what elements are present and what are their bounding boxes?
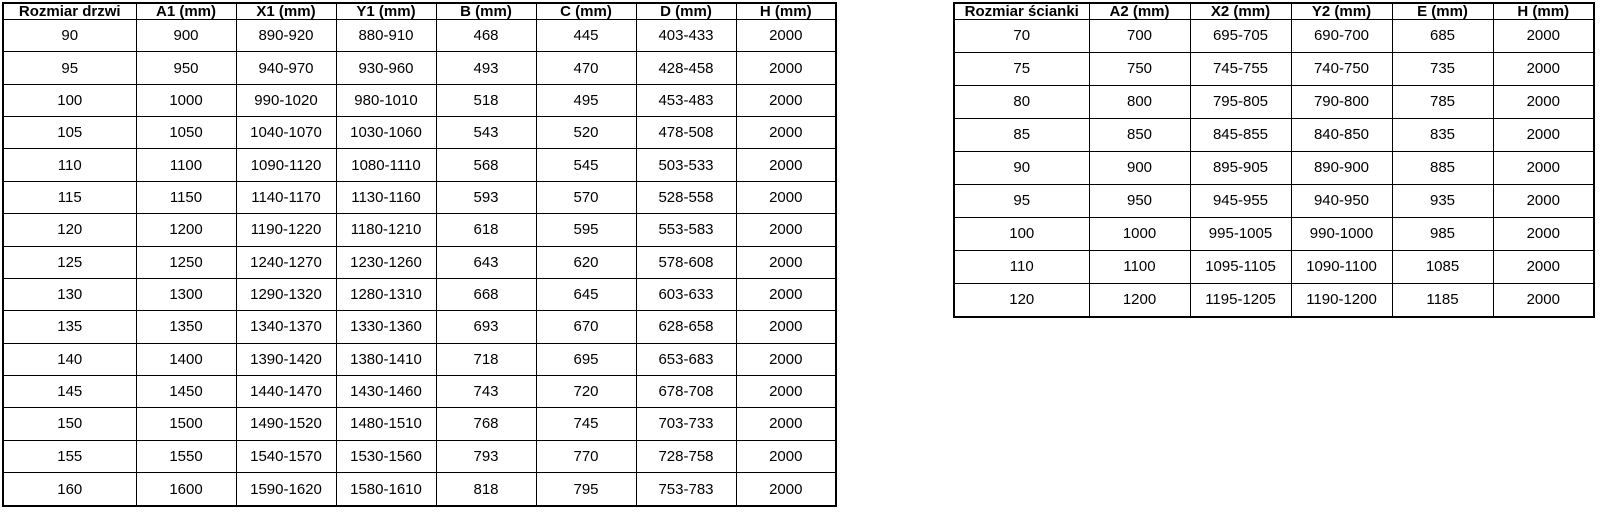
- table-cell: 768: [436, 408, 536, 440]
- table-cell: 693: [436, 311, 536, 343]
- table-row: [3, 375, 836, 407]
- table-cell: 2000: [736, 246, 836, 278]
- wall-panel-size-table-header-row: [954, 3, 1594, 20]
- table-row: [3, 473, 836, 506]
- table-cell: 155: [3, 440, 136, 472]
- table-cell: 2000: [736, 52, 836, 84]
- table-cell: 850: [1089, 118, 1190, 151]
- table-cell: 1195-1205: [1190, 283, 1291, 317]
- table-cell: 895-905: [1190, 151, 1291, 184]
- table-cell: 110: [3, 149, 136, 181]
- table-cell: 743: [436, 375, 536, 407]
- table-cell: 468: [436, 20, 536, 52]
- table-cell: 125: [3, 246, 136, 278]
- table-cell: 1340-1370: [236, 311, 336, 343]
- table-cell: 745-755: [1190, 52, 1291, 85]
- table-cell: 1090-1100: [1291, 250, 1392, 283]
- table-cell: 1290-1320: [236, 278, 336, 310]
- door-size-table: [2, 2, 837, 507]
- header-cell: H (mm): [1493, 3, 1594, 20]
- table-cell: 900: [136, 20, 236, 52]
- table-cell: 1085: [1392, 250, 1493, 283]
- table-cell: 695-705: [1190, 20, 1291, 53]
- table-cell: 1390-1420: [236, 343, 336, 375]
- table-cell: 1000: [1089, 217, 1190, 250]
- table-cell: 2000: [1493, 184, 1594, 217]
- table-row: [954, 184, 1594, 217]
- table-cell: 1130-1160: [336, 181, 436, 213]
- table-cell: 1550: [136, 440, 236, 472]
- table-cell: 150: [3, 408, 136, 440]
- table-cell: 2000: [736, 440, 836, 472]
- table-cell: 985: [1392, 217, 1493, 250]
- header-cell: D (mm): [636, 3, 736, 20]
- table-cell: 520: [536, 117, 636, 149]
- table-cell: 80: [954, 85, 1089, 118]
- table-cell: 543: [436, 117, 536, 149]
- table-cell: 1330-1360: [336, 311, 436, 343]
- table-cell: 2000: [736, 408, 836, 440]
- table-cell: 135: [3, 311, 136, 343]
- table-cell: 1140-1170: [236, 181, 336, 213]
- table-cell: 2000: [736, 117, 836, 149]
- table-cell: 940-950: [1291, 184, 1392, 217]
- table-cell: 1100: [1089, 250, 1190, 283]
- table-cell: 493: [436, 52, 536, 84]
- table-cell: 728-758: [636, 440, 736, 472]
- table-cell: 653-683: [636, 343, 736, 375]
- table-cell: 2000: [1493, 118, 1594, 151]
- table-cell: 110: [954, 250, 1089, 283]
- table-cell: 995-1005: [1190, 217, 1291, 250]
- table-cell: 428-458: [636, 52, 736, 84]
- table-cell: 1440-1470: [236, 375, 336, 407]
- table-cell: 2000: [736, 214, 836, 246]
- table-cell: 1080-1110: [336, 149, 436, 181]
- door-size-table-head: [3, 3, 836, 20]
- table-cell: 85: [954, 118, 1089, 151]
- table-row: [954, 217, 1594, 250]
- table-cell: 703-733: [636, 408, 736, 440]
- table-cell: 100: [3, 84, 136, 116]
- table-cell: 645: [536, 278, 636, 310]
- table-row: [954, 52, 1594, 85]
- table-cell: 553-583: [636, 214, 736, 246]
- table-cell: 105: [3, 117, 136, 149]
- table-cell: 120: [3, 214, 136, 246]
- table-cell: 950: [1089, 184, 1190, 217]
- table-cell: 568: [436, 149, 536, 181]
- wall-panel-size-table-body: [954, 20, 1594, 318]
- table-cell: 115: [3, 181, 136, 213]
- table-cell: 470: [536, 52, 636, 84]
- table-cell: 643: [436, 246, 536, 278]
- table-cell: 518: [436, 84, 536, 116]
- header-cell: X1 (mm): [236, 3, 336, 20]
- table-cell: 160: [3, 473, 136, 506]
- table-cell: 750: [1089, 52, 1190, 85]
- table-cell: 670: [536, 311, 636, 343]
- table-cell: 445: [536, 20, 636, 52]
- table-cell: 1200: [1089, 283, 1190, 317]
- table-cell: 70: [954, 20, 1089, 53]
- table-cell: 478-508: [636, 117, 736, 149]
- table-cell: 950: [136, 52, 236, 84]
- table-cell: 795: [536, 473, 636, 506]
- wall-panel-size-table: [953, 2, 1595, 318]
- header-cell: Rozmiar drzwi: [3, 3, 136, 20]
- table-cell: 1180-1210: [336, 214, 436, 246]
- table-cell: 140: [3, 343, 136, 375]
- table-row: [3, 52, 836, 84]
- table-cell: 503-533: [636, 149, 736, 181]
- table-cell: 570: [536, 181, 636, 213]
- table-cell: 735: [1392, 52, 1493, 85]
- header-cell: E (mm): [1392, 3, 1493, 20]
- table-row: [3, 278, 836, 310]
- table-row: [954, 151, 1594, 184]
- table-row: [3, 117, 836, 149]
- table-cell: 695: [536, 343, 636, 375]
- table-cell: 1230-1260: [336, 246, 436, 278]
- table-row: [954, 20, 1594, 53]
- table-row: [3, 149, 836, 181]
- table-cell: 2000: [1493, 217, 1594, 250]
- table-cell: 818: [436, 473, 536, 506]
- table-cell: 495: [536, 84, 636, 116]
- header-cell: Rozmiar ścianki: [954, 3, 1089, 20]
- table-cell: 1150: [136, 181, 236, 213]
- wall-panel-size-table-head: [954, 3, 1594, 20]
- table-cell: 1490-1520: [236, 408, 336, 440]
- table-row: [3, 214, 836, 246]
- table-cell: 593: [436, 181, 536, 213]
- table-cell: 930-960: [336, 52, 436, 84]
- table-cell: 90: [3, 20, 136, 52]
- table-cell: 1580-1610: [336, 473, 436, 506]
- table-cell: 2000: [736, 278, 836, 310]
- table-row: [3, 84, 836, 116]
- table-cell: 980-1010: [336, 84, 436, 116]
- table-cell: 1030-1060: [336, 117, 436, 149]
- table-cell: 990-1000: [1291, 217, 1392, 250]
- header-cell: C (mm): [536, 3, 636, 20]
- table-row: [3, 311, 836, 343]
- header-cell: Y1 (mm): [336, 3, 436, 20]
- table-cell: 2000: [736, 149, 836, 181]
- table-cell: 1050: [136, 117, 236, 149]
- table-cell: 1100: [136, 149, 236, 181]
- table-cell: 1280-1310: [336, 278, 436, 310]
- table-cell: 1240-1270: [236, 246, 336, 278]
- table-cell: 1450: [136, 375, 236, 407]
- table-cell: 618: [436, 214, 536, 246]
- table-cell: 2000: [1493, 283, 1594, 317]
- table-cell: 890-920: [236, 20, 336, 52]
- table-cell: 1300: [136, 278, 236, 310]
- table-cell: 100: [954, 217, 1089, 250]
- table-cell: 528-558: [636, 181, 736, 213]
- table-cell: 1250: [136, 246, 236, 278]
- table-cell: 1430-1460: [336, 375, 436, 407]
- table-cell: 885: [1392, 151, 1493, 184]
- table-cell: 578-608: [636, 246, 736, 278]
- table-cell: 720: [536, 375, 636, 407]
- table-cell: 740-750: [1291, 52, 1392, 85]
- door-size-table-body: [3, 20, 836, 507]
- table-cell: 1000: [136, 84, 236, 116]
- table-cell: 1380-1410: [336, 343, 436, 375]
- table-cell: 603-633: [636, 278, 736, 310]
- table-cell: 120: [954, 283, 1089, 317]
- table-cell: 2000: [736, 311, 836, 343]
- table-cell: 628-658: [636, 311, 736, 343]
- table-cell: 1530-1560: [336, 440, 436, 472]
- table-cell: 845-855: [1190, 118, 1291, 151]
- table-cell: 1190-1220: [236, 214, 336, 246]
- table-cell: 90: [954, 151, 1089, 184]
- table-cell: 2000: [736, 20, 836, 52]
- table-cell: 2000: [736, 343, 836, 375]
- table-cell: 2000: [736, 375, 836, 407]
- table-cell: 690-700: [1291, 20, 1392, 53]
- table-cell: 1500: [136, 408, 236, 440]
- table-cell: 75: [954, 52, 1089, 85]
- table-cell: 620: [536, 246, 636, 278]
- table-row: [954, 283, 1594, 317]
- table-cell: 145: [3, 375, 136, 407]
- table-cell: 1040-1070: [236, 117, 336, 149]
- table-cell: 2000: [736, 473, 836, 506]
- table-cell: 990-1020: [236, 84, 336, 116]
- table-cell: 945-955: [1190, 184, 1291, 217]
- table-cell: 890-900: [1291, 151, 1392, 184]
- table-cell: 130: [3, 278, 136, 310]
- table-row: [3, 181, 836, 213]
- door-size-table-header-row: [3, 3, 836, 20]
- table-row: [3, 20, 836, 52]
- table-cell: 770: [536, 440, 636, 472]
- table-row: [3, 343, 836, 375]
- table-cell: 453-483: [636, 84, 736, 116]
- table-row: [954, 250, 1594, 283]
- table-cell: 685: [1392, 20, 1493, 53]
- table-cell: 678-708: [636, 375, 736, 407]
- table-cell: 1095-1105: [1190, 250, 1291, 283]
- table-cell: 668: [436, 278, 536, 310]
- table-cell: 795-805: [1190, 85, 1291, 118]
- table-cell: 1185: [1392, 283, 1493, 317]
- table-row: [954, 118, 1594, 151]
- table-cell: 2000: [736, 181, 836, 213]
- table-cell: 595: [536, 214, 636, 246]
- table-cell: 790-800: [1291, 85, 1392, 118]
- table-cell: 793: [436, 440, 536, 472]
- table-cell: 1200: [136, 214, 236, 246]
- table-cell: 2000: [1493, 20, 1594, 53]
- header-cell: X2 (mm): [1190, 3, 1291, 20]
- table-row: [3, 246, 836, 278]
- table-cell: 785: [1392, 85, 1493, 118]
- table-cell: 1400: [136, 343, 236, 375]
- table-cell: 1090-1120: [236, 149, 336, 181]
- header-cell: Y2 (mm): [1291, 3, 1392, 20]
- table-cell: 753-783: [636, 473, 736, 506]
- table-cell: 940-970: [236, 52, 336, 84]
- table-cell: 935: [1392, 184, 1493, 217]
- table-cell: 545: [536, 149, 636, 181]
- table-row: [3, 408, 836, 440]
- table-cell: 880-910: [336, 20, 436, 52]
- table-cell: 1480-1510: [336, 408, 436, 440]
- table-cell: 900: [1089, 151, 1190, 184]
- table-cell: 800: [1089, 85, 1190, 118]
- table-row: [3, 440, 836, 472]
- header-cell: A1 (mm): [136, 3, 236, 20]
- table-cell: 2000: [1493, 151, 1594, 184]
- header-cell: B (mm): [436, 3, 536, 20]
- header-cell: H (mm): [736, 3, 836, 20]
- table-cell: 835: [1392, 118, 1493, 151]
- header-cell: A2 (mm): [1089, 3, 1190, 20]
- table-cell: 718: [436, 343, 536, 375]
- table-cell: 95: [3, 52, 136, 84]
- table-cell: 1350: [136, 311, 236, 343]
- table-cell: 2000: [1493, 85, 1594, 118]
- table-cell: 403-433: [636, 20, 736, 52]
- table-cell: 1540-1570: [236, 440, 336, 472]
- table-cell: 2000: [1493, 52, 1594, 85]
- table-cell: 1590-1620: [236, 473, 336, 506]
- table-cell: 840-850: [1291, 118, 1392, 151]
- table-cell: 1600: [136, 473, 236, 506]
- table-cell: 2000: [1493, 250, 1594, 283]
- table-cell: 700: [1089, 20, 1190, 53]
- table-cell: 1190-1200: [1291, 283, 1392, 317]
- table-cell: 95: [954, 184, 1089, 217]
- table-cell: 745: [536, 408, 636, 440]
- table-row: [954, 85, 1594, 118]
- table-cell: 2000: [736, 84, 836, 116]
